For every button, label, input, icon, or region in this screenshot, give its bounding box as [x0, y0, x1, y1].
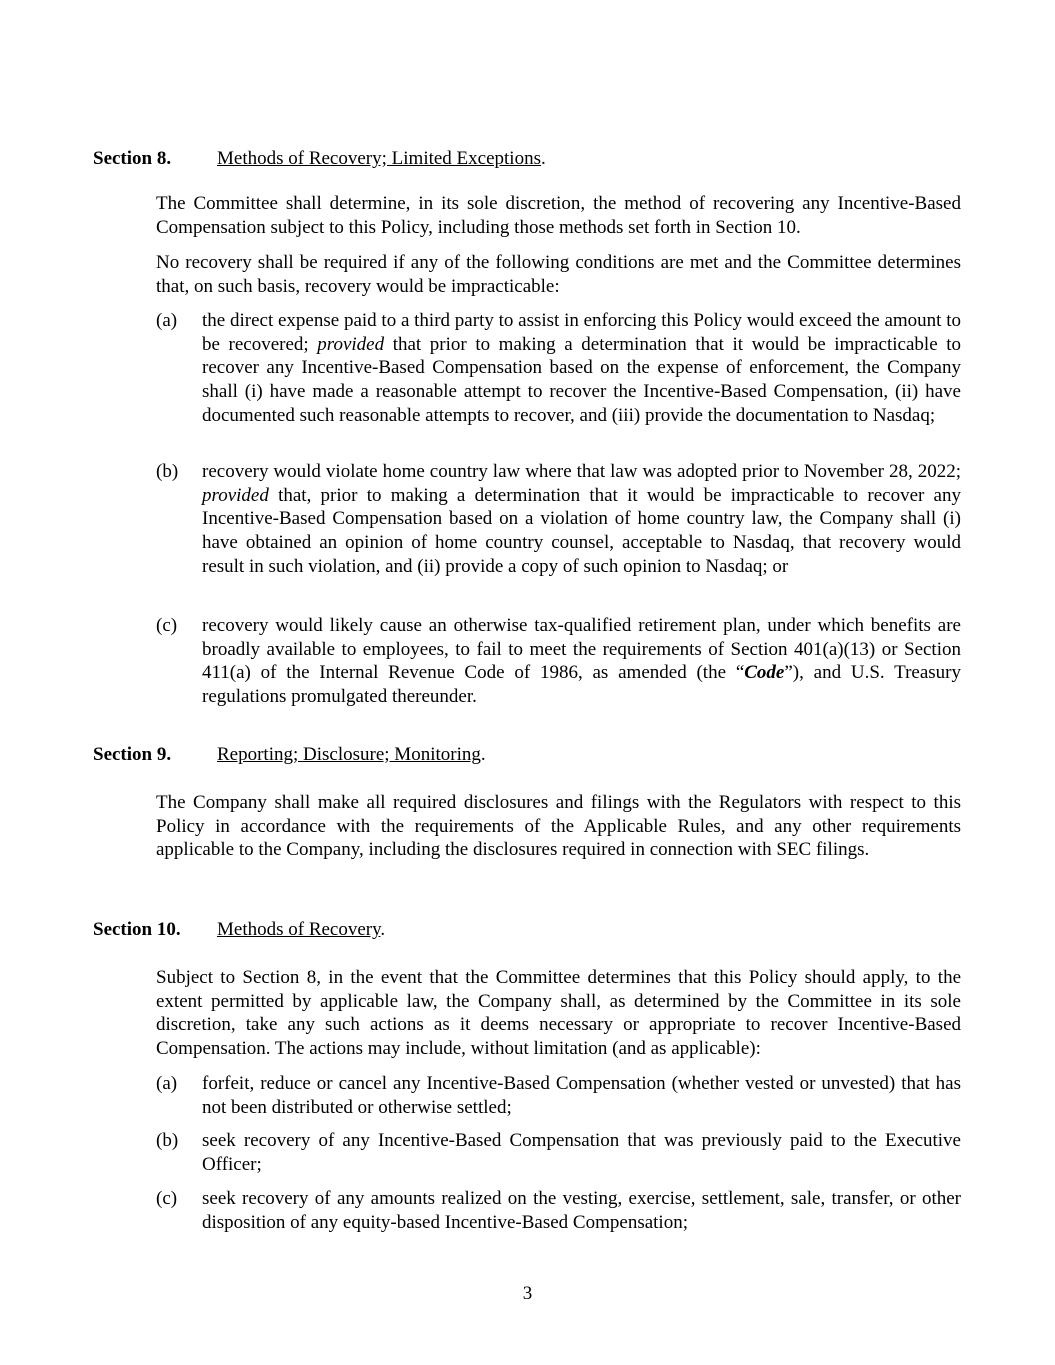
- item-text: [202, 614, 961, 709]
- emphasis-text: provided: [202, 484, 269, 506]
- text-run: seek recovery of any Incentive-Based Compensation that was previously paid to the Executive Officer;: [202, 1130, 961, 1175]
- text-run: forfeit, reduce or cancel any Incentive-Based Compensation (whether vested or unvested) that has not been distributed or otherwise settled;: [202, 1073, 961, 1118]
- section-10-title: Methods of Recovery: [217, 919, 381, 940]
- section-10-paragraph-1: [156, 966, 961, 1061]
- emphasis-text: Code: [744, 662, 785, 684]
- section-10-heading: Section 10. Methods of Recovery.: [93, 919, 386, 940]
- section-8-paragraph-1: [156, 192, 961, 239]
- text-run: recovery would likely cause an otherwise tax-qualified retirement plan, under which benefits are broadly available to employees, to fail to meet the requirements of Section 401(a)(13) or Section 411(a) of the Internal Revenue Code of 1986, as amended (the “: [202, 615, 961, 684]
- section-8-heading: Section 8. Methods of Recovery; Limited Exceptions.: [93, 148, 546, 169]
- item-text: [202, 460, 961, 579]
- text-run: recovery would violate home country law where that law was adopted prior to November 28, 2022;: [202, 461, 961, 482]
- section-8-title: Methods of Recovery; Limited Exceptions: [217, 148, 541, 169]
- section-10-item-a: [156, 1072, 961, 1119]
- text-run: that, prior to making a determination that it would be impracticable to recover any Incentive-Based Compensation based on a violation of home country law, the Company shall (i) have obtained an opinion of home country counsel, acceptable to Nasdaq, that recovery would result in such violation, and (ii) provide a copy of such opinion to Nasdaq; or: [202, 484, 961, 577]
- text-run: Subject to Section 8, in the event that the Committee determines that this Policy should apply, to the extent permitted by applicable law, the Company shall, as determined by the Committee in its sole discretion, take any such actions as it deems necessary or appropriate to recover Incentive-Based Compensation. The actions may include, without limitation (and as applicable):: [156, 967, 961, 1060]
- item-text: [202, 1129, 961, 1176]
- page-number: 3: [522, 1283, 533, 1304]
- section-9-title: Reporting; Disclosure; Monitoring: [217, 744, 481, 765]
- section-8-item-b: [156, 460, 961, 579]
- section-8-item-c: [156, 614, 961, 709]
- text-run: No recovery shall be required if any of the following conditions are met and the Committee determines that, on such basis, recovery would be impracticable:: [156, 252, 961, 297]
- text-run: seek recovery of any amounts realized on the vesting, exercise, settlement, sale, transfer, or other disposition of any equity-based Incentive-Based Compensation;: [202, 1188, 961, 1233]
- text-run: the direct expense paid to a third party to assist in enforcing this Policy would exceed the amount to be recovered;: [202, 310, 961, 355]
- text-run: that prior to making a determination that it would be impracticable to recover any Incentive-Based Compensation based on the expense of enforcement, the Company shall (i) have made a reasonable attempt to recover the Incentive-Based Compensation, (ii) have documented such reasonable attempts to recover, and (iii) provide the documentation to Nasdaq;: [202, 333, 961, 426]
- text-run: The Company shall make all required disclosures and filings with the Regulators with respect to this Policy in accordance with the requirements of the Applicable Rules, and any other requirements applicable to the Company, including the disclosures required in connection with SEC filings.: [156, 792, 961, 861]
- item-text: [202, 309, 961, 428]
- section-9-heading: Section 9. Reporting; Disclosure; Monitoring.: [93, 744, 486, 765]
- section-8-paragraph-2: [156, 251, 961, 298]
- item-text: [202, 1187, 961, 1234]
- item-text: [202, 1072, 961, 1119]
- section-10-item-b: [156, 1129, 961, 1176]
- text-run: ”), and U.S. Treasury regulations promulgated thereunder.: [202, 662, 961, 708]
- text-run: The Committee shall determine, in its sole discretion, the method of recovering any Incentive-Based Compensation subject to this Policy, including those methods set forth in Section 10.: [156, 193, 961, 238]
- item-label: (a): [156, 1073, 178, 1094]
- emphasis-text: provided: [317, 333, 385, 355]
- item-label: (a): [156, 310, 178, 331]
- item-label: (b): [156, 461, 179, 482]
- item-label: (c): [156, 1188, 178, 1209]
- item-label: (c): [156, 615, 178, 636]
- section-8-item-a: [156, 309, 961, 428]
- section-9-paragraph-1: [156, 791, 961, 862]
- item-label: (b): [156, 1130, 179, 1151]
- section-10-item-c: [156, 1187, 961, 1234]
